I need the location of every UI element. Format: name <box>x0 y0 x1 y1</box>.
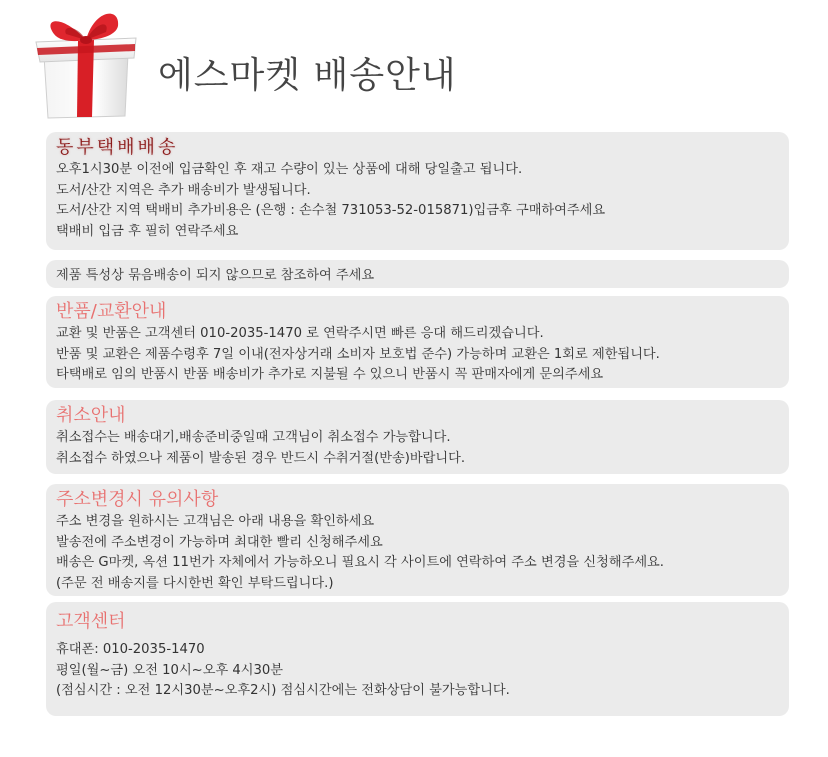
page-title: 에스마켓 배송안내 <box>158 55 457 96</box>
cancel-section <box>46 400 789 474</box>
returns-line: 반품 및 교환은 제품수령후 7일 이내(전자상거래 소비자 보호법 준수) 가능하며 교환은 1회로 제한됩니다. <box>56 346 660 362</box>
cancel-heading: 취소안내 <box>56 405 126 426</box>
address-change-heading: 주소변경시 유의사항 <box>56 489 219 510</box>
customer-center-line: 평일(월~금) 오전 10시~오후 4시30분 <box>56 662 284 678</box>
address-change-line: 배송은 G마켓, 옥션 11번가 자체에서 가능하오니 필요시 각 사이트에 연락하여 주소 변경을 신청해주세요. <box>56 555 664 570</box>
returns-line: 타택배로 임의 반품시 반품 배송비가 추가로 지불될 수 있으니 반품시 꼭 판매자에게 문의주세요 <box>56 367 604 382</box>
address-change-line: 발송전에 주소변경이 가능하며 최대한 빨리 신청해주세요 <box>56 534 383 550</box>
shipping-heading: 동부택배배송 <box>56 137 179 158</box>
cancel-line: 취소접수 하였으나 제품이 발송된 경우 반드시 수취거절(반송)바랍니다. <box>56 450 466 466</box>
address-change-section <box>46 484 789 596</box>
bundle-notice-text: 제품 특성상 묶음배송이 되지 않으므로 참조하여 주세요 <box>56 268 375 283</box>
returns-section <box>46 296 789 388</box>
shipping-line: 도서/산간 지역은 추가 배송비가 발생됩니다. <box>56 182 311 198</box>
customer-center-heading: 고객센터 <box>56 611 126 632</box>
shipping-line: 도서/산간 지역 택배비 추가비용은 (은행 : 손수철 731053-52-015871)입금후 구매하여주세요 <box>56 203 606 218</box>
customer-center-section <box>46 602 789 716</box>
cancel-line: 취소접수는 배송대기,배송준비중일때 고객님이 취소접수 가능합니다. <box>56 430 451 445</box>
customer-center-line: 휴대폰: 010-2035-1470 <box>56 642 205 657</box>
shipping-section <box>46 132 789 250</box>
bundle-notice-section <box>46 260 789 288</box>
returns-line: 교환 및 반품은 고객센터 010-2035-1470 로 연락주시면 빠른 응대 해드리겠습니다. <box>56 326 544 341</box>
gift-box-icon <box>32 4 144 122</box>
shipping-line: 택배비 입금 후 필히 연락주세요 <box>56 223 239 239</box>
shipping-line: 오후1시30분 이전에 입금확인 후 재고 수량이 있는 상품에 대해 당일출고 됩니다. <box>56 162 523 177</box>
returns-heading: 반품/교환안내 <box>56 301 167 322</box>
address-change-line: 주소 변경을 원하시는 고객님은 아래 내용을 확인하세요 <box>56 514 375 529</box>
customer-center-line: (점심시간 : 오전 12시30분~오후2시) 점심시간에는 전화상담이 불가능합니다. <box>56 683 510 698</box>
address-change-line: (주문 전 배송지를 다시한번 확인 부탁드립니다.) <box>56 575 334 591</box>
